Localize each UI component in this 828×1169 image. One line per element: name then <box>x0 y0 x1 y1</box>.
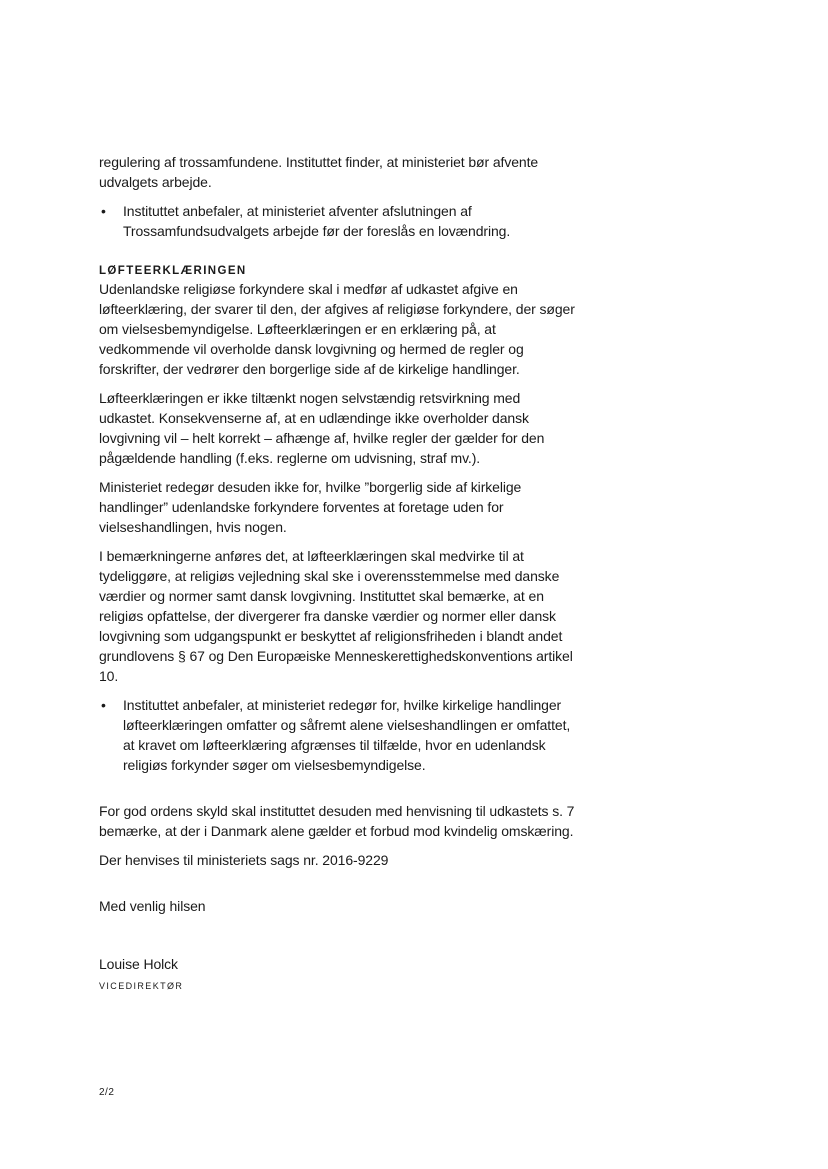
paragraph-4: I bemærkningerne anføres det, at løfteerklæringen skal medvirke til at tydeliggøre, at religiøs vejledning skal ske i overensstemmelse med danske værdier og normer samt dansk lovgivning. Instituttet skal bemærke, at en religiøs opfattelse, der divergerer fra danske værdier og normer eller dansk lovgivning som udgangspunkt er beskyttet af religionsfriheden i blandt andet grundlovens § 67 og Den Europæiske Menneskerettighedskonventions artikel 10. <box>99 548 573 684</box>
signatory-name: Louise Holck <box>99 956 178 972</box>
bullet-icon: • <box>101 203 106 219</box>
bullet-text-2: Instituttet anbefaler, at ministeriet redegør for, hvilke kirkelige handlinger løfteerklæringen omfatter og såfremt alene vielseshandlingen er omfattet, at kravet om løfteerklæring afgrænses til tilfælde, hvor en udenlandsk religiøs forkynder søger om vielsesbemyndigelse. <box>123 697 571 773</box>
page-number: 2/2 <box>99 1087 115 1098</box>
section-heading: LØFTEERKLÆRINGEN <box>99 265 247 277</box>
closing-salutation: Med venlig hilsen <box>99 898 206 914</box>
recommendation-bullet-1 <box>99 201 579 241</box>
paragraph-1: Udenlandske religiøse forkyndere skal i medfør af udkastet afgive en løfteerklæring, der svarer til den, der afgives af religiøse forkyndere, der søger om vielsesbemyndigelse. Løfteerklæringen er en erklæring på, at vedkommende vil overholde dansk lovgivning og hermed de regler og forskrifter, der vedrører den borgerlige side af de kirkelige handlinger. <box>99 281 575 377</box>
intro-paragraph: regulering af trossamfundene. Instituttet finder, at ministeriet bør afvente udvalgets arbejde. <box>99 154 539 190</box>
paragraph-3: Ministeriet redegør desuden ikke for, hvilke ”borgerlig side af kirkelige handlinger” udenlandske forkyndere forventes at foretage uden for vielseshandlingen, hvis nogen. <box>99 479 522 535</box>
signatory-title: VICEDIREKTØR <box>99 981 184 991</box>
paragraph-6: Der henvises til ministeriets sags nr. 2016-9229 <box>99 852 389 868</box>
paragraph-2: Løfteerklæringen er ikke tiltænkt nogen selvstændig retsvirkning med udkastet. Konsekvenserne af, at en udlændinge ikke overholder dansk lovgivning vil – helt korrekt – afhænge af, hvilke regler der gælder for den pågældende handling (f.eks. reglerne om udvisning, straf mv.). <box>99 390 545 466</box>
bullet-text-1: Instituttet anbefaler, at ministeriet afventer afslutningen af Trossamfundsudvalgets arbejde før der foreslås en lovændring. <box>123 203 511 239</box>
paragraph-5: For god ordens skyld skal instituttet desuden med henvisning til udkastets s. 7 bemærke, at der i Danmark alene gælder et forbud mod kvindelig omskæring. <box>99 803 575 839</box>
bullet-icon: • <box>101 697 106 713</box>
document-body <box>99 152 579 996</box>
recommendation-bullet-2 <box>99 695 579 775</box>
